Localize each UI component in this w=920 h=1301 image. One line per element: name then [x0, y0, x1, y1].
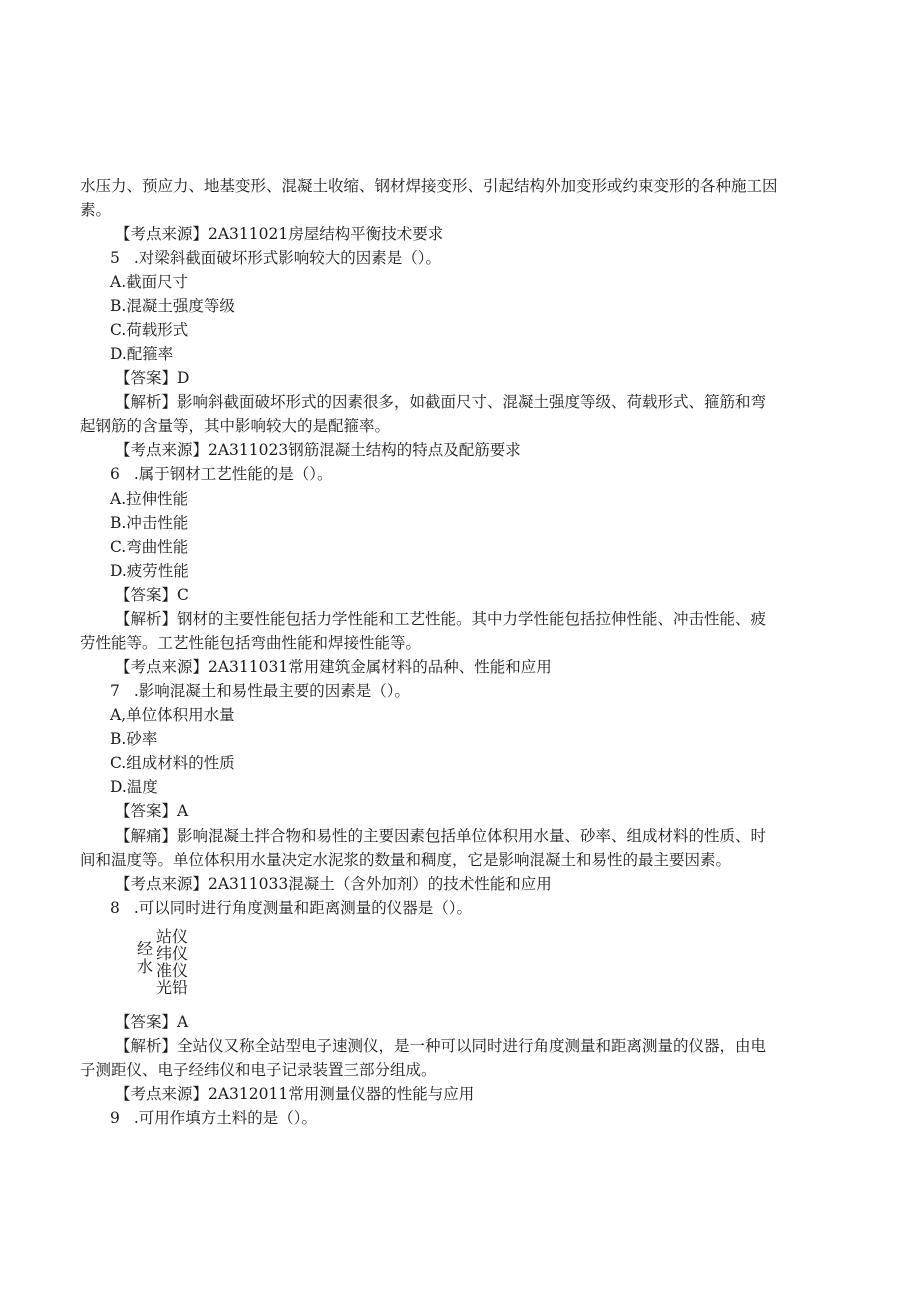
question-number: 9: [110, 1109, 120, 1127]
q6-option-b: B.冲击性能: [110, 514, 189, 532]
q5-option-c: C.荷载形式: [110, 321, 189, 339]
question-text: .影响混凝土和易性最主要的因素是（）。: [133, 682, 411, 700]
q7-option-d: D.温度: [110, 778, 158, 796]
q7-option-a: A,单位体积用水量: [110, 706, 235, 724]
question-8: [110, 898, 472, 918]
q8-stack-right-4: 光铅: [156, 978, 189, 997]
q7-option-b: B.砂率: [110, 730, 158, 748]
q8-stack-right-2: 纬仪: [156, 944, 189, 963]
q6-source: 【考点来源】2A311031常用建筑金属材料的品种、性能和应用: [115, 658, 552, 676]
q7-analysis-line-1: 【解痛】影响混凝土拌合物和易性的主要因素包括单位体积用水量、砂率、组成材料的性质、时: [115, 827, 767, 845]
q8-stack-right-1: 站仪: [156, 927, 189, 946]
intro-line-2: 素。: [80, 201, 112, 219]
q5-option-d: D.配箍率: [110, 345, 174, 363]
q5-option-a: A.截面尺寸: [110, 273, 189, 291]
q5-option-b: B.混凝土强度等级: [110, 297, 235, 315]
q6-option-d: D.疲劳性能: [110, 562, 189, 580]
question-text: .属于钢材工艺性能的是（）。: [133, 465, 333, 483]
q7-option-c: C.组成材料的性质: [110, 754, 235, 772]
question-number: 5: [110, 249, 120, 267]
question-text: .可以同时进行角度测量和距离测量的仪器是（）。: [133, 899, 473, 917]
q7-answer: 【答案】A: [115, 802, 189, 820]
q5-analysis-line-2: 起钢筋的含量等，其中影响较大的是配箍率。: [80, 417, 391, 435]
q6-option-a: A.拉伸性能: [110, 490, 189, 508]
q7-analysis-line-2: 间和温度等。单位体积用水量决定水泥浆的数量和稠度，它是影响混凝土和易性的最主要因素。: [80, 851, 732, 869]
q6-option-c: C.弯曲性能: [110, 538, 189, 556]
q8-stack-left-1: 经: [137, 939, 154, 958]
q8-analysis-line-2: 子测距仪、电子经纬仪和电子记录装置三部分组成。: [80, 1061, 437, 1079]
question-9: [110, 1108, 317, 1128]
question-text: .对梁斜截面破坏形式影响较大的因素是（）。: [133, 249, 442, 267]
q5-analysis-line-1: 【解析】影响斜截面破坏形式的因素很多，如截面尺寸、混凝土强度等级、荷载形式、箍筋和弯: [115, 393, 767, 411]
q8-stack-right-3: 准仪: [156, 961, 189, 980]
question-7: [110, 681, 410, 701]
q5-answer: 【答案】D: [115, 369, 190, 387]
question-number: 6: [110, 465, 120, 483]
question-5: [110, 248, 441, 268]
q6-analysis-line-1: 【解析】钢材的主要性能包括力学性能和工艺性能。其中力学性能包括拉伸性能、冲击性能、疲: [115, 610, 767, 628]
question-text: .可用作填方土料的是（）。: [133, 1109, 318, 1127]
question-6: [110, 464, 333, 484]
intro-line-1: 水压力、预应力、地基变形、混凝土收缩、钢材焊接变形、引起结构外加变形或约束变形的各种施工因: [80, 177, 778, 195]
q7-source: 【考点来源】2A311033混凝土（含外加剂）的技术性能和应用: [115, 875, 552, 893]
q8-answer: 【答案】A: [115, 1013, 189, 1031]
intro-source: 【考点来源】2A311021房屋结构平衡技术要求: [115, 225, 444, 243]
q5-source: 【考点来源】2A311023钢筋混凝土结构的特点及配筋要求: [115, 441, 521, 459]
question-number: 8: [110, 899, 120, 917]
q8-analysis-line-1: 【解析】全站仪又称全站型电子速测仪，是一种可以同时进行角度测量和距离测量的仪器，由电: [115, 1037, 767, 1055]
q6-analysis-line-2: 劳性能等。工艺性能包括弯曲性能和焊接性能等。: [80, 634, 422, 652]
question-number: 7: [110, 682, 120, 700]
q6-answer: 【答案】C: [115, 586, 189, 604]
q8-source: 【考点来源】2A312011常用测量仪器的性能与应用: [115, 1085, 475, 1103]
q8-stack-left-2: 水: [137, 957, 154, 976]
